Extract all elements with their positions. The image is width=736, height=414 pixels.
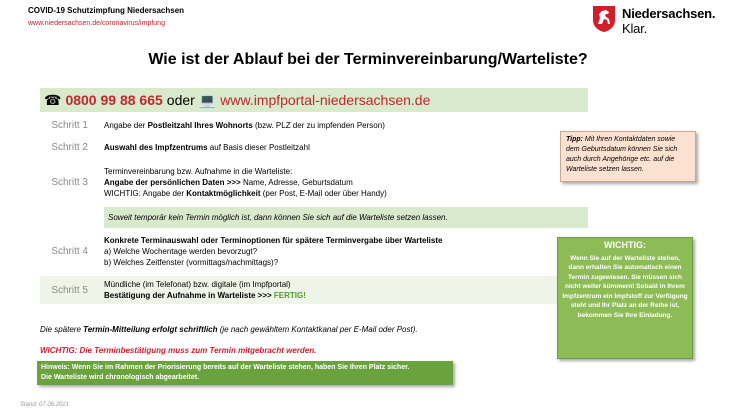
step-row-1 <box>40 115 588 135</box>
step-text: Name, Adresse, Geburtsdatum <box>240 177 353 187</box>
warning-title: WICHTIG: <box>604 240 646 250</box>
step-label: Schritt 2 <box>51 141 88 153</box>
warning-text: Wenn Sie auf der Warteliste stehen, dann erhalten Sie automatisch einen Termin zugewiesen. Sie müssen sich nicht weiter kümmern! Sobald in Ihrem Impfzentrum ein Impfstoff zur Verfügung steht und Ihr Platz an der Reihe ist, bekommen Sie Ihre Einladung. <box>562 254 688 319</box>
step-text: (bzw. PLZ der zu impfenden Person) <box>252 120 385 130</box>
step-description <box>100 137 588 157</box>
phone-number[interactable]: 0800 99 88 665 <box>65 92 163 108</box>
or-text: oder <box>166 92 195 108</box>
notice-text-bold: Termin-Mitteilung erfolgt schriftlich <box>83 325 218 334</box>
step-line: Terminvereinbarung bzw. Aufnahme in die Warteliste: <box>104 166 293 176</box>
step-text: auf Basis dieser Postleitzahl <box>207 142 310 152</box>
date-stamp: Stand: 07.06.2021 <box>20 402 70 408</box>
confirmation-warning: WICHTIG: Die Terminbestätigung muss zum Termin mitgebracht werden. <box>40 346 317 355</box>
done-badge: FERTIG! <box>273 291 306 300</box>
page-title: Wie ist der Ablauf bei der Terminvereinbarung/Warteliste? <box>148 51 588 68</box>
waitlist-note: Soweit temporär kein Termin möglich ist, dann können Sie sich auf die Warteliste setzen lassen. <box>104 207 588 228</box>
step-text: WICHTIG: Angabe der <box>104 188 187 198</box>
tip-label: Tipp: <box>566 136 583 143</box>
step-description <box>100 160 588 204</box>
notice-text: (je nach gewähltem Kontaktkanal per E-Mail oder Post). <box>217 325 418 334</box>
step-label: Schritt 1 <box>51 119 88 131</box>
tip-text: Mit Ihren Kontaktdaten sowie dem Geburtsdatum können Sie sich auch durch Angehörige etc. auf die Warteliste setzen lassen. <box>566 136 678 173</box>
header-url[interactable]: www.niedersachsen.de/coronavirus/impfung <box>28 20 165 27</box>
logo-slogan: Klar. <box>622 21 648 36</box>
step-text: (per Post, E-Mail oder über Handy) <box>260 188 387 198</box>
horse-emblem-icon <box>592 5 616 38</box>
step-line: a) Welche Wochentage werden bevorzugt? <box>104 246 258 256</box>
computer-icon: 💻 <box>198 91 217 108</box>
appointment-notice <box>40 325 418 334</box>
step-description <box>100 115 588 135</box>
step-label: Schritt 5 <box>51 284 88 296</box>
logo-name: Niedersachsen. <box>622 6 716 21</box>
step-text: Angabe der <box>104 120 148 130</box>
portal-link[interactable]: www.impfportal-niedersachsen.de <box>220 92 431 108</box>
logo <box>592 6 732 36</box>
step-text-bold: Auswahl des Impfzentrums <box>104 142 208 152</box>
step-row-3 <box>40 160 588 204</box>
step-row-4 <box>40 229 588 273</box>
step-description <box>100 276 588 304</box>
step-row-5 <box>40 276 588 304</box>
step-line: b) Welches Zeitfenster (vormittags/nachmittags)? <box>104 257 279 267</box>
step-label: Schritt 4 <box>51 245 88 257</box>
step-text-bold: Bestätigung der Aufnahme in Warteliste >>> <box>104 291 274 300</box>
step-row-2 <box>40 137 588 157</box>
contact-bar <box>40 88 588 112</box>
notice-text: Die spätere <box>40 325 84 334</box>
step-label: Schritt 3 <box>51 176 88 188</box>
hint-box <box>37 361 453 385</box>
step-line-bold: Konkrete Terminauswahl oder Terminoptionen für spätere Terminvergabe über Warteliste <box>104 235 443 245</box>
tip-box <box>560 131 696 182</box>
phone-icon: ☎ <box>44 91 62 108</box>
step-text-bold: Angabe der persönlichen Daten >>> <box>104 177 241 187</box>
step-line: Mündliche (im Telefonat) bzw. digitale (im Impfportal) <box>104 280 291 289</box>
step-text-bold: Postleitzahl Ihres Wohnorts <box>147 120 253 130</box>
logo-text <box>622 6 732 36</box>
header-title: COVID-19 Schutzimpfung Niedersachsen <box>28 6 185 15</box>
step-text-bold: Kontaktmöglichkeit <box>186 188 261 198</box>
step-description <box>100 229 588 273</box>
warning-box <box>557 237 693 359</box>
hint-line: Die Warteliste wird chronologisch abgearbeitet. <box>41 374 200 381</box>
hint-line: Hinweis: Wenn Sie im Rahmen der Priorisierung bereits auf der Warteliste stehen, haben Sie Ihren Platz sicher. <box>41 364 410 371</box>
